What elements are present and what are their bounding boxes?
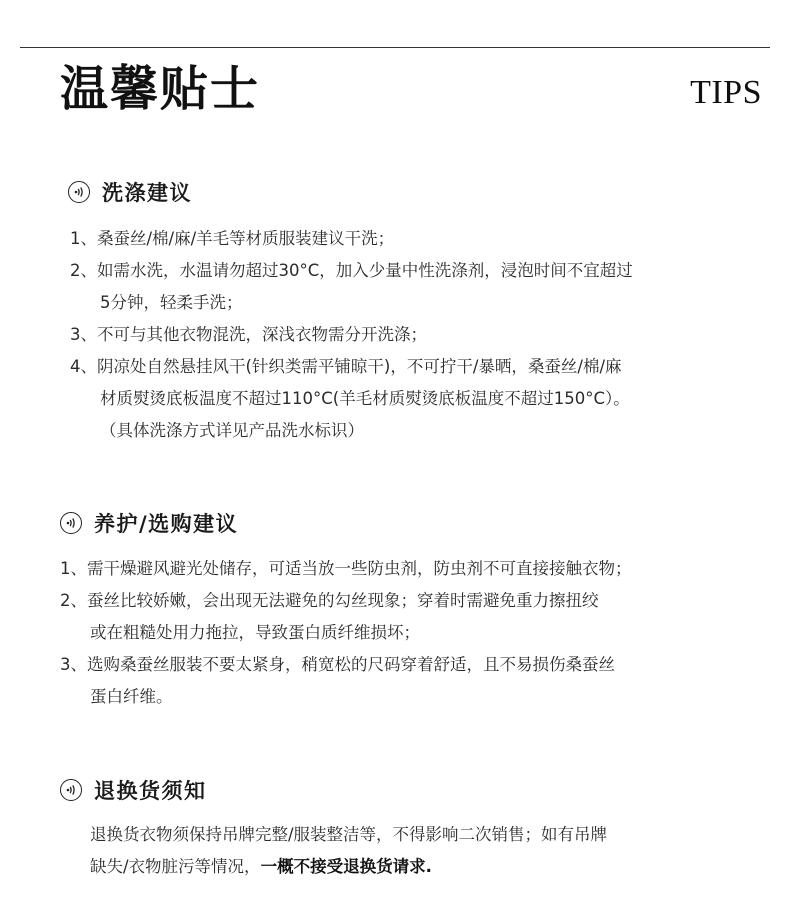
sound-wave-icon <box>60 779 82 801</box>
notice-emphasis: 一概不接受退换货请求. <box>260 857 432 876</box>
page-title: 温馨贴士 <box>60 61 261 117</box>
top-divider <box>20 47 770 48</box>
section-header-washing <box>68 177 192 207</box>
notice-line: 缺失/衣物脏污等情况，一概不接受退换货请求. <box>90 857 432 876</box>
sound-wave-icon <box>68 181 90 203</box>
care-list <box>60 553 632 713</box>
notice-line: 退换货衣物须保持吊牌完整/服装整洁等，不得影响二次销售；如有吊牌 <box>90 825 608 844</box>
list-item: 3、选购桑蚕丝服装不要太紧身，稍宽松的尺码穿着舒适，且不易损伤桑蚕丝 蛋白纤维。 <box>60 655 615 706</box>
section-header-care <box>60 508 238 538</box>
list-item: 1、需干燥避风避光处储存，可适当放一些防虫剂，防虫剂不可直接接触衣物； <box>60 559 632 578</box>
list-item: 3、不可与其他衣物混洗，深浅衣物需分开洗涤； <box>70 325 427 344</box>
sound-wave-icon <box>60 512 82 534</box>
section-header-returns <box>60 775 207 805</box>
list-item: 1、桑蚕丝/棉/麻/羊毛等材质服装建议干洗； <box>70 229 395 248</box>
list-item: 4、阴凉处自然悬挂风干(针织类需平铺晾干)，不可拧干/暴晒，桑蚕丝/棉/麻 材质熨烫底板温度不超过110°C(羊毛材质熨烫底板温度不超过150°C）。 （具体洗涤方式详见产品洗水标识） <box>70 357 630 440</box>
washing-list <box>70 223 633 447</box>
list-item: 2、蚕丝比较娇嫩，会出现无法避免的勾丝现象；穿着时需避免重力擦扭绞 或在粗糙处用力拖拉，导致蛋白质纤维损坏； <box>60 591 599 642</box>
section-title: 退换货须知 <box>94 779 207 803</box>
section-title: 养护/选购建议 <box>94 512 239 536</box>
returns-notice <box>90 819 607 883</box>
section-title: 洗涤建议 <box>102 181 192 205</box>
list-item: 2、如需水洗，水温请勿超过30°C，加入少量中性洗涤剂，浸泡时间不宜超过 5分钟，轻柔手洗； <box>70 261 633 312</box>
tips-label: TIPS <box>690 74 762 111</box>
